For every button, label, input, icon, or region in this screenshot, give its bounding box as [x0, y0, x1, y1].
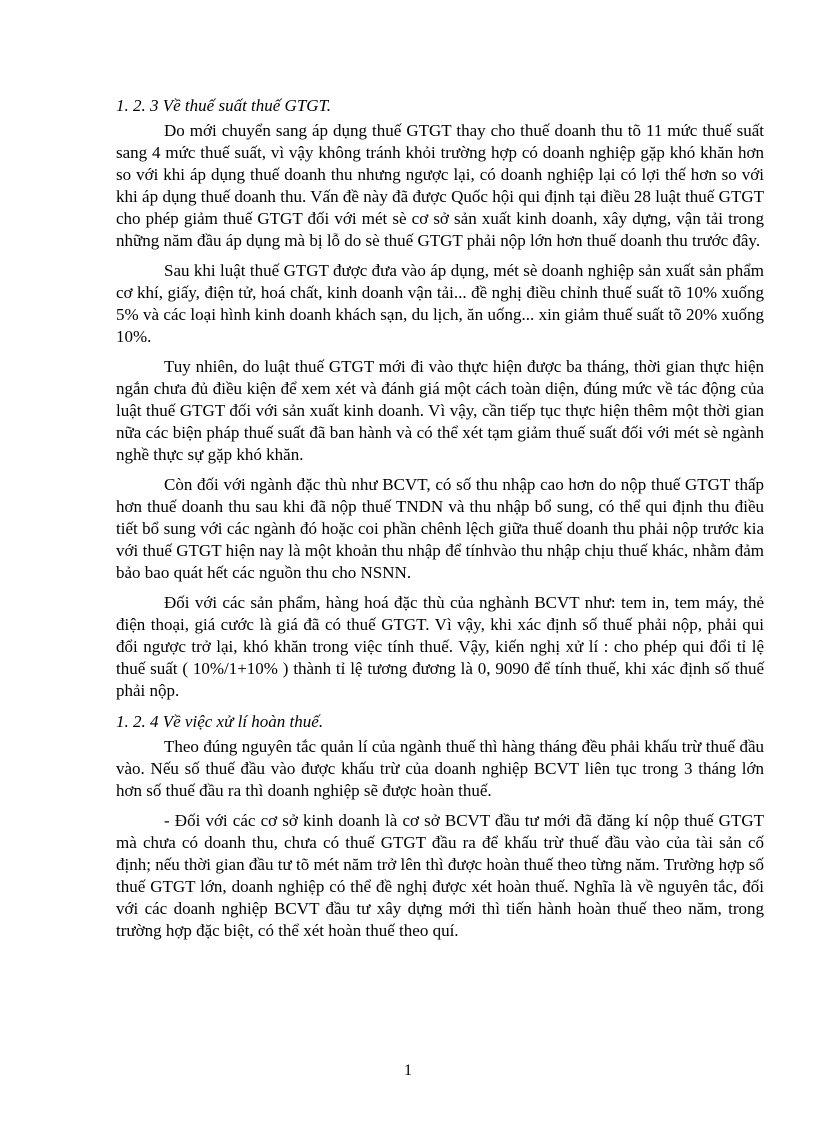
paragraph: Theo đúng nguyên tắc quản lí của ngành thuế thì hàng tháng đều phải khấu trừ thuế đầu vào. Nếu số thuế đầu vào được khấu trừ của doanh nghiệp BCVT liên tục trong 3 tháng lớn hơn số thuế đầu ra thì doanh nghiệp sẽ được hoàn thuế.: [116, 737, 764, 800]
paragraph: Sau khi luật thuế GTGT được đưa vào áp dụng, mét sè doanh nghiệp sản xuất sản phẩm cơ khí, giấy, điện tử, hoá chất, kinh doanh vận tải... đề nghị điều chỉnh thuế suất tõ 10% xuống 5% và các loại hình kinh doanh khách sạn, du lịch, ăn uống... xin giảm thuế suất tõ 20% xuống 10%.: [116, 261, 764, 346]
section-heading-vat-rate: 1. 2. 3 Về thuế suất thuế GTGT.: [116, 96, 332, 115]
paragraph: - Đối với các cơ sở kinh doanh là cơ sở BCVT đầu tư mới đã đăng kí nộp thuế GTGT mà chưa có doanh thu, chưa có thuế GTGT đầu ra để khấu trừ thuế đầu vào của tài sản cố định; nếu thời gian đầu tư tõ mét năm trở lên thì được hoàn thuế theo từng năm. Trường hợp số thuế GTGT lớn, doanh nghiệp có thể đề nghị được xét hoàn thuế. Nghĩa là về nguyên tắc, đối với các doanh nghiệp BCVT đầu tư xây dựng mới thì tiến hành hoàn thuế theo năm, trong trường hợp đặc biệt, có thể xét hoàn thuế theo quí.: [116, 811, 764, 940]
paragraph: Tuy nhiên, do luật thuế GTGT mới đi vào thực hiện được ba tháng, thời gian thực hiện ngắn chưa đủ điều kiện để xem xét và đánh giá một cách toàn diện, đúng mức về tác động của luật thuế GTGT đối với sản xuất kinh doanh. Vì vậy, cần tiếp tục thực hiện thêm một thời gian nữa các biện pháp thuế suất đã ban hành và có thể xét tạm giảm thuế suất đối với mét sè ngành nghề thực sự gặp khó khăn.: [116, 357, 764, 464]
page-number: 1: [404, 1062, 412, 1079]
section-heading-tax-refund: 1. 2. 4 Về việc xử lí hoàn thuế.: [116, 712, 324, 731]
paragraph: Còn đối với ngành đặc thù như BCVT, có số thu nhập cao hơn do nộp thuế GTGT thấp hơn thuế doanh thu sau khi đã nộp thuế TNDN và thu nhập bổ sung, có thể qui định thu điều tiết bổ sung với các ngành đó hoặc coi phần chênh lệch giữa thuế doanh thu phải nộp trước kia với thuế GTGT hiện nay là một khoản thu nhập để tínhvào thu nhập chịu thuế khác, nhằm đảm bảo bao quát hết các nguồn thu cho NSNN.: [116, 475, 764, 582]
paragraph: Do mới chuyển sang áp dụng thuế GTGT thay cho thuế doanh thu tõ 11 mức thuế suất sang 4 mức thuế suất, vì vậy không tránh khỏi trường hợp có doanh nghiệp gặp khó khăn hơn so với khi áp dụng thuế doanh thu nhưng ngược lại, có doanh nghiệp lại có lợi thế hơn so với khi áp dụng thuế doanh thu. Vấn đề này đã được Quốc hội qui định tại điều 28 luật thuế GTGT cho phép giảm thuế GTGT đối với mét sè cơ sở sản xuất kinh doanh, xây dựng, vận tải trong những năm đầu áp dụng mà bị lỗ do sè thuế GTGT phải nộp lớn hơn thuế doanh thu trước đây.: [116, 121, 764, 250]
paragraph: Đối với các sản phẩm, hàng hoá đặc thù của nghành BCVT như: tem in, tem máy, thẻ điện thoại, giá cước là giá đã có thuế GTGT. Vì vậy, khi xác định số thuế phải nộp, phải qui đổi ngược trở lại, khó khăn trong việc tính thuế. Vậy, kiến nghị xử lí : cho phép qui đổi tỉ lệ thuế suất ( 10%/1+10% ) thành tỉ lệ tương đương là 0, 9090 để tính thuế, khi xác định số thuế phải nộp.: [116, 593, 764, 700]
document-page: [116, 96, 764, 950]
